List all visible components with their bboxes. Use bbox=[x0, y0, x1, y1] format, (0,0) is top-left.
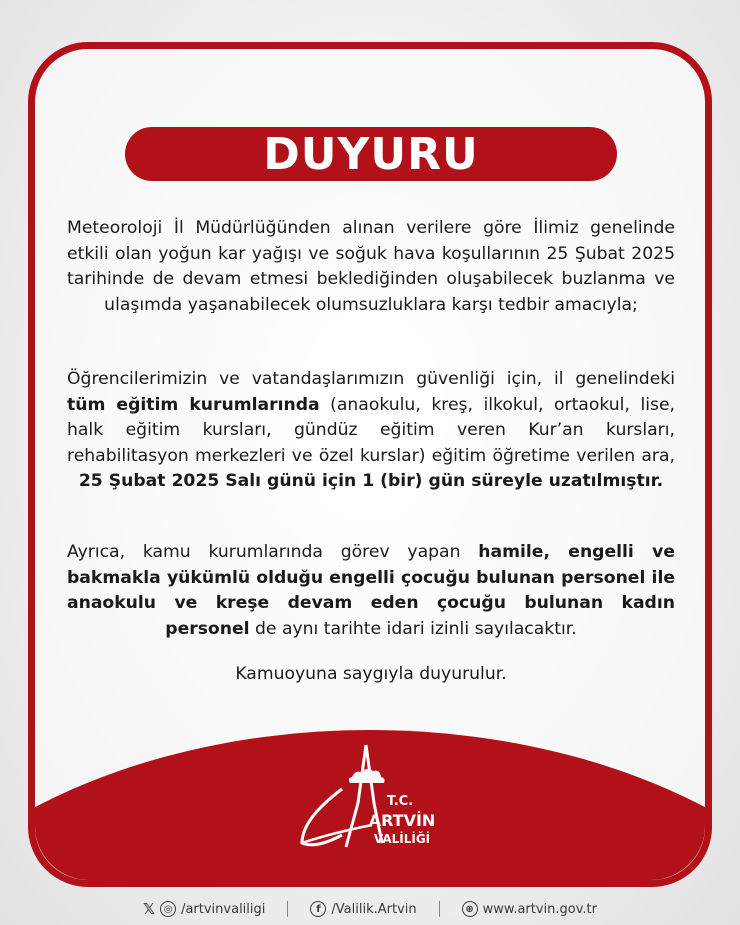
paragraph-2-bold-d: 25 Şubat 2025 Salı günü için 1 (bir) gün süreyle uzatılmıştır. bbox=[78, 471, 664, 491]
logo-line-1: T.C. bbox=[386, 794, 414, 809]
social-handle-text: /artvinvaliligi bbox=[181, 901, 266, 917]
paragraph-1: Meteoroloji İl Müdürlüğünden alınan verilere göre İlimiz genelinde etkili olan yoğun kar yağışı ve soğuk hava koşullarının 25 Şubat 2025 tarihinde de devam etmesi beklediğinden oluşabilecek buzlanma ve ulaşımda yaşanabilecek olumsuzluklara karşı tedbir amacıyla; bbox=[67, 218, 675, 315]
paragraph-2-bold-b: tüm eğitim kurumlarında bbox=[67, 394, 320, 415]
footer-facebook[interactable] bbox=[310, 901, 416, 917]
title-banner bbox=[125, 127, 617, 181]
logo-line-3: VALİLİĞİ bbox=[373, 832, 431, 846]
paragraph-3 bbox=[67, 540, 675, 642]
footer bbox=[0, 893, 740, 925]
globe-icon: ⊕ bbox=[462, 901, 478, 917]
footer-divider bbox=[287, 901, 288, 917]
paragraph-3-text-c: de aynı tarihte idari izinli sayılacaktır. bbox=[249, 618, 577, 639]
page-title: DUYURU bbox=[263, 128, 479, 180]
paragraph-2-text-c: (anaokulu, kreş, ilkokul, ortaokul, lise, halk eğitim kursları, gündüz eğitim veren Kur’an kursları, rehabilitasyon merkezleri ve özel kurslar) eğitim öğretime verilen ara, bbox=[67, 394, 675, 466]
facebook-icon: f bbox=[310, 901, 326, 917]
instagram-icon: ◎ bbox=[160, 901, 176, 917]
logo-line-2: ARTVİN bbox=[368, 811, 436, 830]
paragraph-3-text-a: Ayrıca, kamu kurumlarında görev yapan bbox=[67, 542, 479, 562]
footer-social-handle[interactable] bbox=[143, 900, 265, 918]
paragraph-3-bold-b: hamile, engelli ve bakmakla yükümlü olduğu engelli çocuğu bulunan personel ile anaokulu ve kreşe devam eden çocuğu bulunan kadın personel bbox=[67, 542, 675, 639]
paragraph-2-text-a: Öğrencilerimizin ve vatandaşlarımızın güvenliği için, il genelindeki bbox=[67, 369, 675, 389]
artvin-valiligi-logo bbox=[288, 743, 438, 853]
website-text: www.artvin.gov.tr bbox=[482, 901, 597, 917]
paragraph-2 bbox=[67, 367, 675, 495]
x-icon: 𝕏 bbox=[142, 900, 156, 918]
footer-divider bbox=[439, 901, 440, 917]
footer-website[interactable] bbox=[462, 901, 597, 917]
facebook-text: /Valilik.Artvin bbox=[331, 901, 417, 917]
closing-line: Kamuoyuna saygıyla duyurulur. bbox=[235, 664, 507, 684]
